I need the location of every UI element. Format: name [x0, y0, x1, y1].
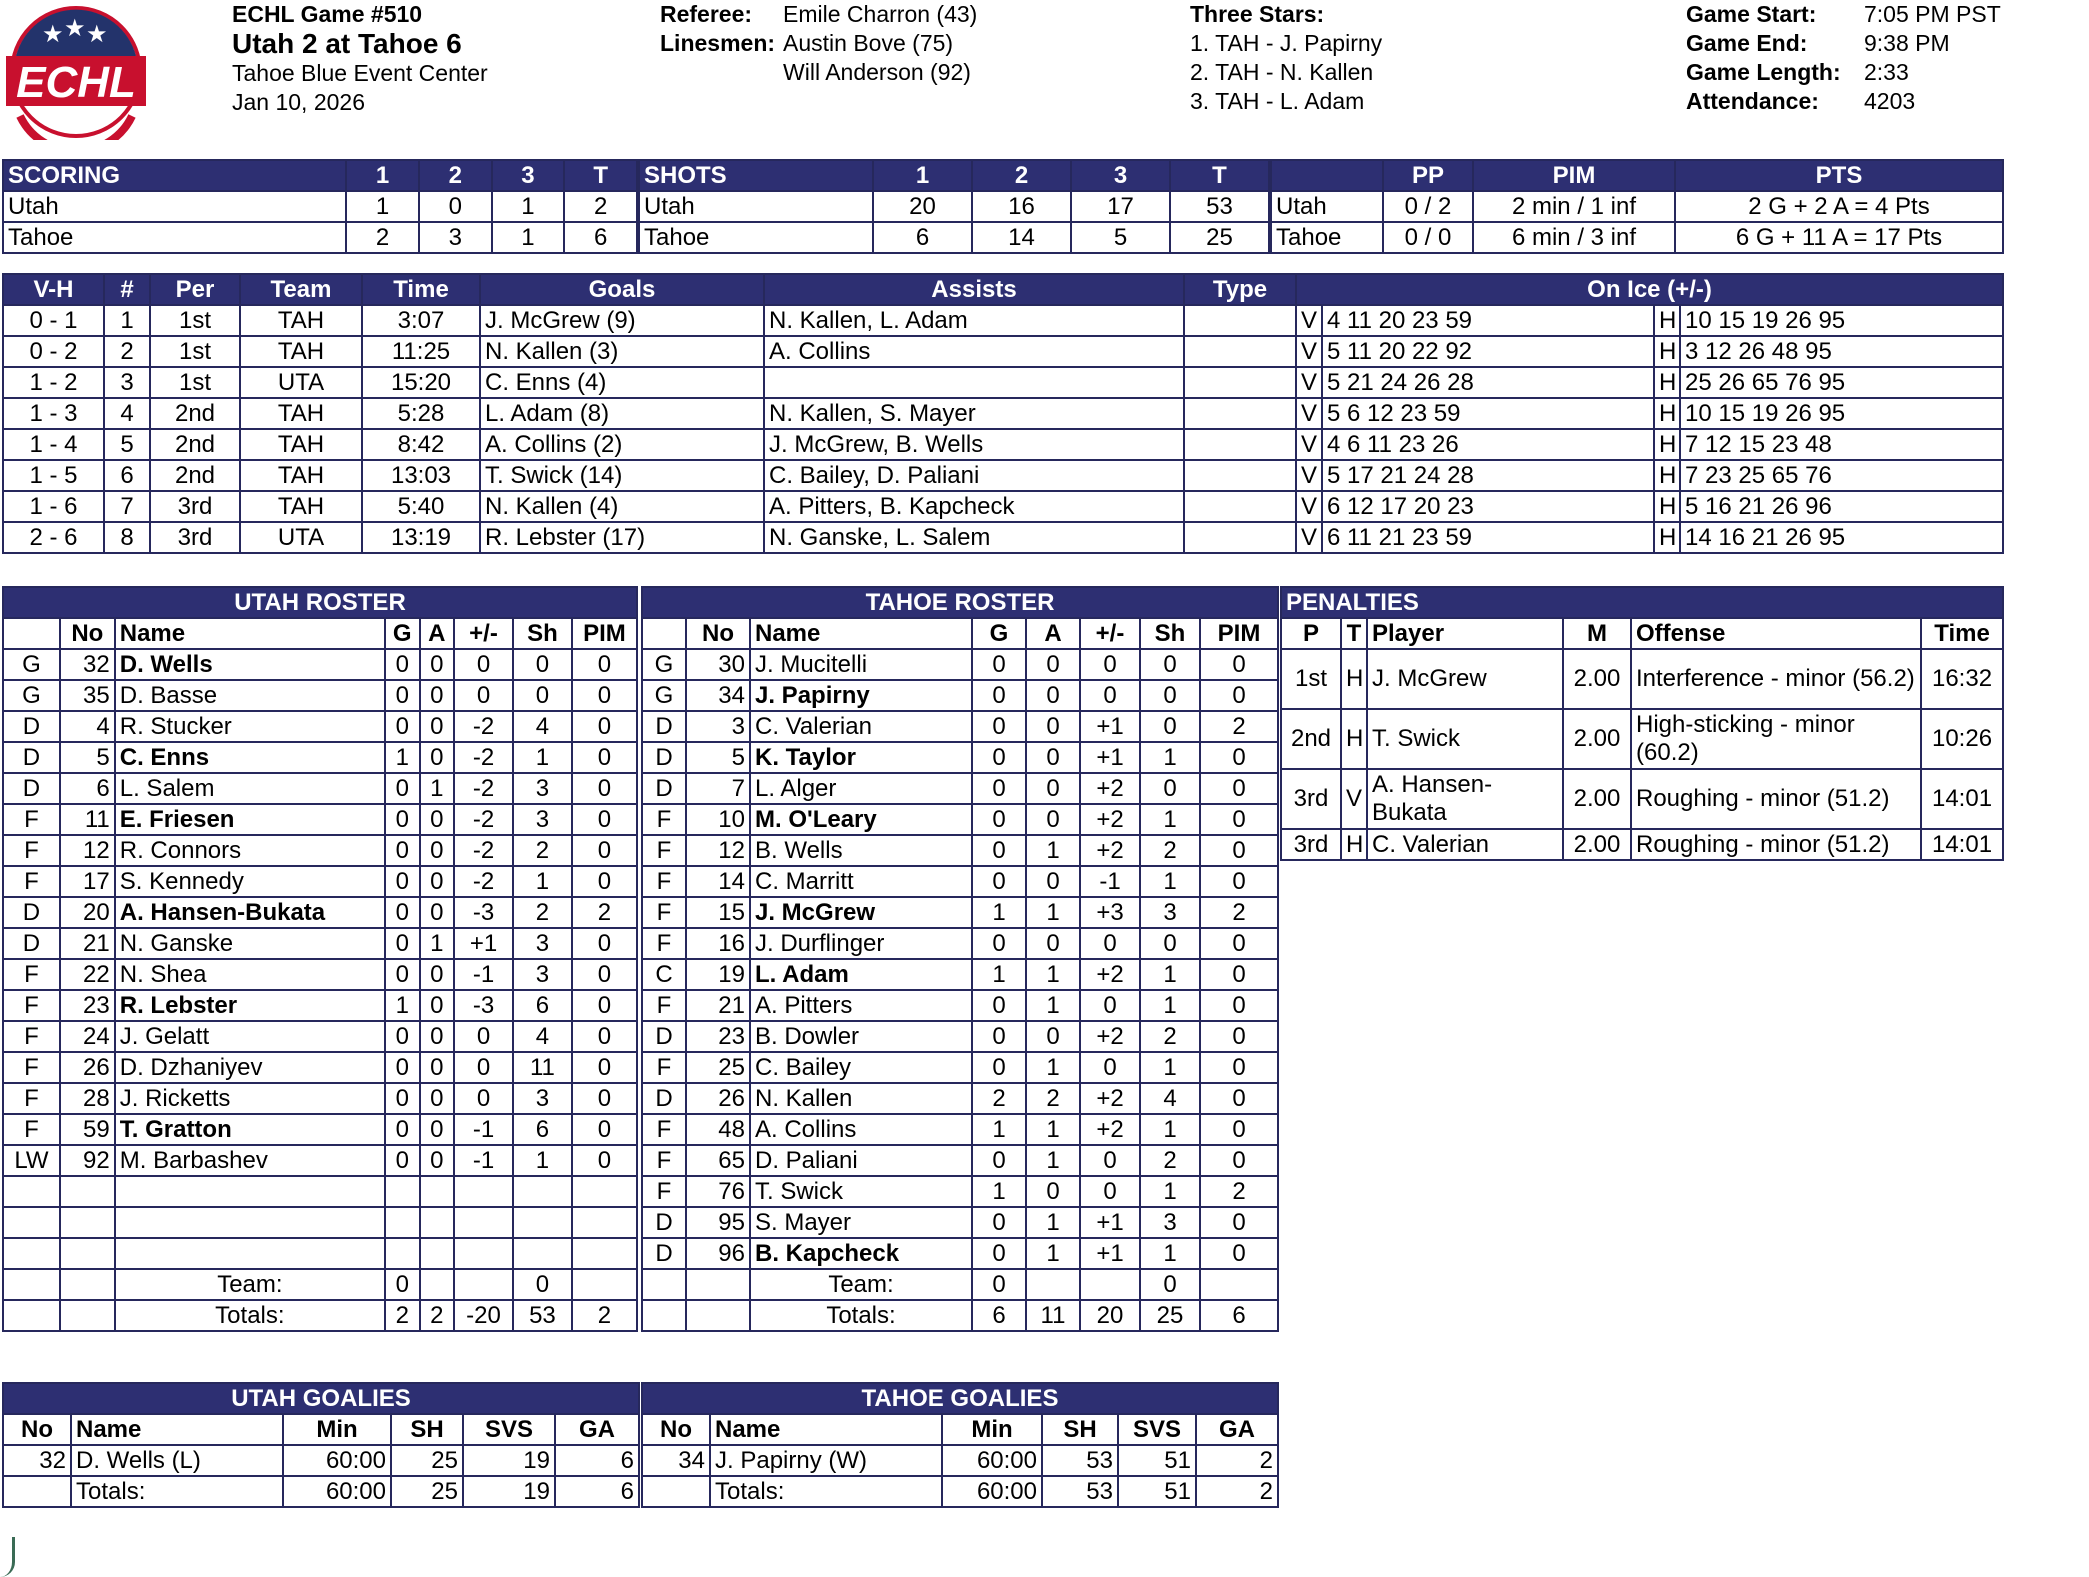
- goals-table: V-H # Per Team Time Goals Assists Type On Ice (+/-) 0 - 1 1 1st TAH 3:07 J. McGrew (9) N. Kallen, L. Adam V 4 11 20 23 59 H 10 15 19 26 95 0 - 2 2 1st TAH 11:25 N. Kallen (3) A. Collins V 5 11 20 22 92 H 3 12 26 48 95 1 - 2 3 1st UTA 15:20 C. Enns (4) V 5 21 24 26 28 H 25 26 65 76 95 1 - 3 4 2nd TAH 5:28 L. Adam (8) N. Kallen, S. Mayer V 5 6 12 23 59 H 10 15 19 26 95 1 - 4 5 2nd TAH 8:42 A. Collins (2) J. McGrew, B. Wells V 4 6 11 23 26 H 7 12 15 23 48 1 - 5 6 2nd TAH 13:03 T. Swick (14) C. Bailey, D. Paliani V 5 17 21 24 28 H 7 23 25 65 76 1 - 6 7 3rd TAH 5:40 N. Kallen (4) A. Pitters, B. Kapcheck V 6 12 17 20 23 H 5 16 21 26 96 2 - 6 8 3rd UTA 13:19 R. Lebster (17) N. Ganske, L. Salem V 6 11 21 23 59 H 14 16 21 26 95: [2, 273, 2004, 554]
- star-2: 2. TAH - N. Kallen: [1190, 59, 1374, 85]
- table-row: Utah 20 16 17 53: [639, 191, 1269, 222]
- game-length: 2:33: [1864, 59, 1909, 85]
- team-row: Team: 0 0: [3, 1269, 637, 1300]
- player-row: LW 92 M. Barbashev 0 0 -1 1 0: [3, 1145, 637, 1176]
- player-row: D 20 A. Hansen-Bukata 0 0 -3 2 2: [3, 897, 637, 928]
- player-row: F 65 D. Paliani 0 1 0 2 0: [642, 1145, 1278, 1176]
- game-end: 9:38 PM: [1864, 30, 1950, 56]
- goal-row: 1 - 2 3 1st UTA 15:20 C. Enns (4) V 5 21 24 26 28 H 25 26 65 76 95: [3, 367, 2003, 398]
- player-row: G 30 J. Mucitelli 0 0 0 0 0: [642, 649, 1278, 680]
- player-row: F 76 T. Swick 1 0 0 1 2: [642, 1176, 1278, 1207]
- team-row: Team: 0 0: [642, 1269, 1278, 1300]
- player-row: D 96 B. Kapcheck 0 1 +1 1 0: [642, 1238, 1278, 1269]
- player-row: F 17 S. Kennedy 0 0 -2 1 0: [3, 866, 637, 897]
- goal-row: 1 - 6 7 3rd TAH 5:40 N. Kallen (4) A. Pitters, B. Kapcheck V 6 12 17 20 23 H 5 16 21 26 96: [3, 491, 2003, 522]
- goalie-totals-row: Totals: 60:00 53 51 2: [642, 1476, 1278, 1507]
- echl-logo: [6, 4, 146, 140]
- svg-text:ECHL: ECHL: [16, 58, 136, 107]
- game-info: [232, 0, 488, 117]
- game-header: [0, 0, 2089, 150]
- player-row: F 16 J. Durflinger 0 0 0 0 0: [642, 928, 1278, 959]
- totals-row: Totals: 2 2 -20 53 2: [3, 1300, 637, 1331]
- player-row: G 32 D. Wells 0 0 0 0 0: [3, 649, 637, 680]
- tahoe-goalies-table: TAHOE GOALIES No Name Min SH SVS GA 34 J. Papirny (W) 60:00 53 51 2 Totals: 60:00 53 51 2: [641, 1382, 1279, 1508]
- table-row: Utah 0 / 2 2 min / 1 inf 2 G + 2 A = 4 Pts: [1271, 191, 2003, 222]
- player-row: F 10 M. O'Leary 0 0 +2 1 0: [642, 804, 1278, 835]
- matchup: Utah 2 at Tahoe 6: [232, 28, 462, 59]
- svg-text:★: ★: [42, 20, 64, 48]
- shots-table: SHOTS 1 2 3 T Utah 20 16 17 53 Tahoe 6 14 5 25: [638, 159, 1270, 254]
- three-stars: [1190, 0, 1382, 116]
- player-row: D 5 K. Taylor 0 0 +1 1 0: [642, 742, 1278, 773]
- star-3: 3. TAH - L. Adam: [1190, 88, 1365, 114]
- game-date: Jan 10, 2026: [232, 89, 366, 115]
- player-row: F 26 D. Dzhaniyev 0 0 0 11 0: [3, 1052, 637, 1083]
- player-row: [3, 1176, 637, 1207]
- penalty-row: 3rd V A. Hansen-Bukata 2.00 Roughing - minor (51.2) 14:01: [1281, 769, 2003, 829]
- goal-row: 0 - 2 2 1st TAH 11:25 N. Kallen (3) A. Collins V 5 11 20 22 92 H 3 12 26 48 95: [3, 336, 2003, 367]
- game-start: 7:05 PM PST: [1864, 1, 2001, 27]
- player-row: D 4 R. Stucker 0 0 -2 4 0: [3, 711, 637, 742]
- player-row: G 35 D. Basse 0 0 0 0 0: [3, 680, 637, 711]
- player-row: F 21 A. Pitters 0 1 0 1 0: [642, 990, 1278, 1021]
- three-stars-label: Three Stars:: [1190, 1, 1325, 27]
- penalties-table: PENALTIES P T Player M Offense Time 1st H J. McGrew 2.00 Interference - minor (56.2) 16:32 2nd H T. Swick 2.00 High-sticking - minor (60.2) 10:26 3rd V A. Hansen-Bukata 2.00 Roughing - minor (51.2) 14:01 3rd H C. Valerian 2.00 Roughing - minor (51.2) 14:01: [1280, 586, 2004, 861]
- player-row: [3, 1238, 637, 1269]
- svg-text:★: ★: [86, 20, 108, 48]
- goal-row: 2 - 6 8 3rd UTA 13:19 R. Lebster (17) N. Ganske, L. Salem V 6 11 21 23 59 H 14 16 21 26 95: [3, 522, 2003, 553]
- player-row: F 11 E. Friesen 0 0 -2 3 0: [3, 804, 637, 835]
- penalty-row: 2nd H T. Swick 2.00 High-sticking - minor (60.2) 10:26: [1281, 709, 2003, 769]
- player-row: D 3 C. Valerian 0 0 +1 0 2: [642, 711, 1278, 742]
- player-row: D 95 S. Mayer 0 1 +1 3 0: [642, 1207, 1278, 1238]
- goal-row: 1 - 5 6 2nd TAH 13:03 T. Swick (14) C. Bailey, D. Paliani V 5 17 21 24 28 H 7 23 25 65 76: [3, 460, 2003, 491]
- player-row: D 23 B. Dowler 0 0 +2 2 0: [642, 1021, 1278, 1052]
- player-row: F 25 C. Bailey 0 1 0 1 0: [642, 1052, 1278, 1083]
- table-row: Tahoe 2 3 1 6: [3, 222, 637, 253]
- player-row: G 34 J. Papirny 0 0 0 0 0: [642, 680, 1278, 711]
- penalty-row: 1st H J. McGrew 2.00 Interference - minor (56.2) 16:32: [1281, 649, 2003, 709]
- player-row: C 19 L. Adam 1 1 +2 1 0: [642, 959, 1278, 990]
- referee-value: Emile Charron (43): [783, 1, 978, 27]
- player-row: F 28 J. Ricketts 0 0 0 3 0: [3, 1083, 637, 1114]
- player-row: F 14 C. Marritt 0 0 -1 1 0: [642, 866, 1278, 897]
- player-row: D 7 L. Alger 0 0 +2 0 0: [642, 773, 1278, 804]
- tahoe-roster-table: TAHOE ROSTER No Name G A +/- Sh PIM G 30 J. Mucitelli 0 0 0 0 0 G 34 J. Papirny 0 0 0 0 0 D 3 C. Valerian 0 0 +1 0 2 D 5 K. Taylor 0 0 +1 1 0 D 7 L. Alger 0 0 +2 0 0 F 10 M. O'Leary 0 0 +2 1 0 F 12 B. Wells 0 1 +2 2 0 F 14 C. Marritt 0 0 -1 1 0 F 15 J. McGrew 1 1 +3 3 2 F 16 J. Durflinger 0 0 0 0 0 C 19 L. Adam 1 1 +2 1 0 F 21 A. Pitters 0 1 0 1 0 D 23 B. Dowler 0 0 +2 2 0 F 25 C. Bailey 0 1 0 1 0 D 26 N. Kallen 2 2 +2 4 0 F 48 A. Collins 1 1 +2 1 0 F 65 D. Paliani 0 1 0 2 0 F 76 T. Swick 1 0 0 1 2 D 95 S. Mayer 0 1 +1 3 0 D 96 B. Kapcheck 0 1 +1 1 0 Team: 0 0 Totals: 6 11 20 25 6: [641, 586, 1279, 1332]
- special-teams-table: PP PIM PTS Utah 0 / 2 2 min / 1 inf 2 G + 2 A = 4 Pts Tahoe 0 / 0 6 min / 3 inf 6 G + 11 A = 17 Pts: [1270, 159, 2004, 254]
- table-row: Utah 1 0 1 2: [3, 191, 637, 222]
- player-row: [3, 1207, 637, 1238]
- player-row: F 15 J. McGrew 1 1 +3 3 2: [642, 897, 1278, 928]
- linesman-2: Will Anderson (92): [783, 59, 971, 85]
- player-row: D 26 N. Kallen 2 2 +2 4 0: [642, 1083, 1278, 1114]
- utah-roster-table: UTAH ROSTER No Name G A +/- Sh PIM G 32 D. Wells 0 0 0 0 0 G 35 D. Basse 0 0 0 0 0 D 4 R. Stucker 0 0 -2 4 0 D 5 C. Enns 1 0 -2 1 0 D 6 L. Salem 0 1 -2 3 0 F 11 E. Friesen 0 0 -2 3 0 F 12 R. Connors 0 0 -2 2 0 F 17 S. Kennedy 0 0 -2 1 0 D 20 A. Hansen-Bukata 0 0 -3 2 2 D 21 N. Ganske 0 1 +1 3 0 F 22 N. Shea 0 0 -1 3 0 F 23 R. Lebster 1 0 -3 6 0 F 24 J. Gelatt 0 0 0 4 0 F 26 D. Dzhaniyev 0 0 0 11 0 F 28 J. Ricketts 0 0 0 3 0 F 59 T. Gratton 0 0 -1 6 0 LW 92 M. Barbashev 0 0 -1 1 0 Team: 0 0 Totals: 2 2 -20 53 2: [2, 586, 638, 1332]
- player-row: D 5 C. Enns 1 0 -2 1 0: [3, 742, 637, 773]
- window-corner: [0, 1537, 15, 1577]
- linesmen-label: Linesmen:: [660, 30, 776, 56]
- totals-row: Totals: 6 11 20 25 6: [642, 1300, 1278, 1331]
- player-row: F 23 R. Lebster 1 0 -3 6 0: [3, 990, 637, 1021]
- player-row: F 12 B. Wells 0 1 +2 2 0: [642, 835, 1278, 866]
- goal-row: 1 - 4 5 2nd TAH 8:42 A. Collins (2) J. McGrew, B. Wells V 4 6 11 23 26 H 7 12 15 23 48: [3, 429, 2003, 460]
- game-times: Game Start: 7:05 PM PST Game End: 9:38 PM Game Length: 2:33 Attendance: 4203: [1686, 0, 2009, 116]
- goal-row: 1 - 3 4 2nd TAH 5:28 L. Adam (8) N. Kallen, S. Mayer V 5 6 12 23 59 H 10 15 19 26 95: [3, 398, 2003, 429]
- star-1: 1. TAH - J. Papirny: [1190, 30, 1383, 56]
- player-row: D 21 N. Ganske 0 1 +1 3 0: [3, 928, 637, 959]
- goalie-row: 32 D. Wells (L) 60:00 25 19 6: [3, 1445, 639, 1476]
- svg-text:★: ★: [64, 14, 86, 42]
- goalie-row: 34 J. Papirny (W) 60:00 53 51 2: [642, 1445, 1278, 1476]
- player-row: F 12 R. Connors 0 0 -2 2 0: [3, 835, 637, 866]
- table-row: Tahoe 6 14 5 25: [639, 222, 1269, 253]
- attendance: 4203: [1864, 88, 1916, 114]
- officials: [660, 0, 985, 87]
- goalie-totals-row: Totals: 60:00 25 19 6: [3, 1476, 639, 1507]
- utah-goalies-table: UTAH GOALIES No Name Min SH SVS GA 32 D. Wells (L) 60:00 25 19 6 Totals: 60:00 25 19 6: [2, 1382, 640, 1508]
- goal-row: 0 - 1 1 1st TAH 3:07 J. McGrew (9) N. Kallen, L. Adam V 4 11 20 23 59 H 10 15 19 26 95: [3, 305, 2003, 336]
- player-row: F 59 T. Gratton 0 0 -1 6 0: [3, 1114, 637, 1145]
- table-row: Tahoe 0 / 0 6 min / 3 inf 6 G + 11 A = 17 Pts: [1271, 222, 2003, 253]
- referee-label: Referee:: [660, 1, 753, 27]
- player-row: D 6 L. Salem 0 1 -2 3 0: [3, 773, 637, 804]
- player-row: F 22 N. Shea 0 0 -1 3 0: [3, 959, 637, 990]
- game-number: ECHL Game #510: [232, 1, 423, 27]
- linesman-1: Austin Bove (75): [783, 30, 954, 56]
- scoring-table: SCORING 1 2 3 T Utah 1 0 1 2 Tahoe 2 3 1 6: [2, 159, 638, 254]
- penalty-row: 3rd H C. Valerian 2.00 Roughing - minor (51.2) 14:01: [1281, 829, 2003, 860]
- player-row: F 48 A. Collins 1 1 +2 1 0: [642, 1114, 1278, 1145]
- venue: Tahoe Blue Event Center: [232, 60, 488, 86]
- player-row: F 24 J. Gelatt 0 0 0 4 0: [3, 1021, 637, 1052]
